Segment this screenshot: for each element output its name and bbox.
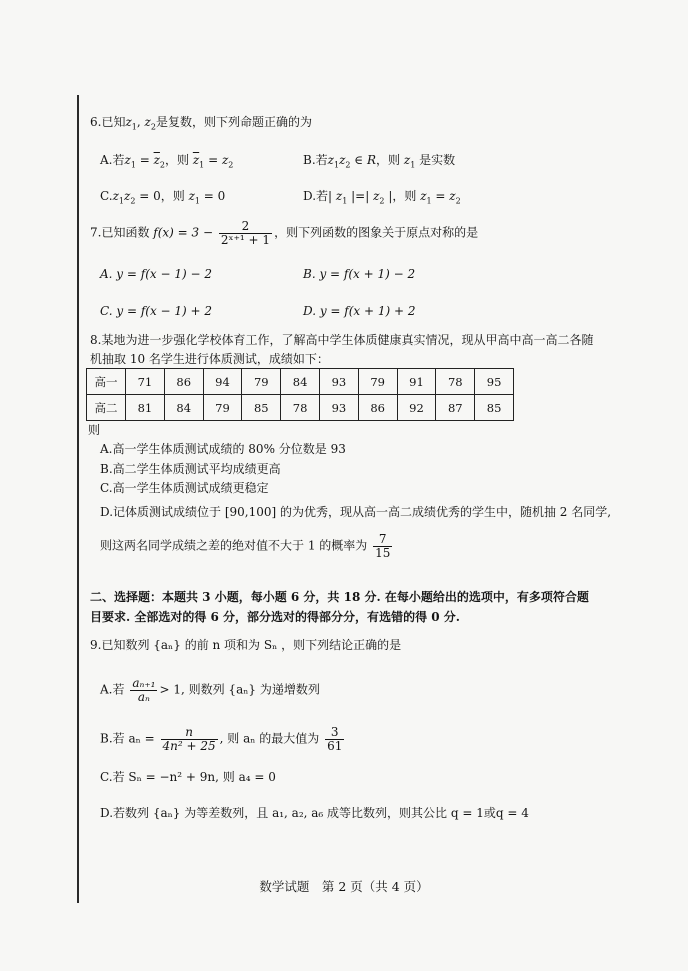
score-cell: 71 [126, 369, 165, 395]
q8-option-d-line2: 则这两名同学成绩之差的绝对值不大于 1 的概率为 $\frac{7}{15}$ [100, 532, 391, 560]
q8-option-c: C.高一学生体质测试成绩更稳定 [100, 481, 269, 495]
score-table [86, 368, 514, 421]
score-cell: 93 [319, 395, 358, 421]
q8-stem-line1: 8.某地为进一步强化学校体育工作，了解高中学生体质健康真实情况，现从甲高中高一高二各随 [90, 333, 594, 347]
score-cell: 93 [319, 369, 358, 395]
score-cell: 92 [397, 395, 436, 421]
table-row [87, 369, 514, 395]
score-cell: 79 [358, 369, 397, 395]
q7-option-c: C. y = f(x − 1) + 2 [100, 304, 213, 318]
q6-option-c: $C.z_1z_2 = 0$，则 $z_1 = 0$ [100, 189, 226, 206]
q9-option-d: D.若数列 {aₙ} 为等差数列，且 a₁, a₂, a₆ 成等比数列，则其公比 q = 1或q = 4 [100, 806, 529, 820]
q6-option-a: A.若$z_1 = \overline{z}_2$，则 $\overline{z}_1 = z_2$ [100, 153, 234, 170]
row-label: 高二 [87, 395, 126, 421]
score-cell: 79 [242, 369, 281, 395]
q8-option-a: A.高一学生体质测试成绩的 80% 分位数是 93 [100, 442, 346, 456]
table-row [87, 395, 514, 421]
score-cell: 87 [436, 395, 475, 421]
q7-option-b: B. y = f(x + 1) − 2 [303, 267, 416, 281]
section2-line1: 二、选择题：本题共 3 小题，每小题 6 分，共 18 分. 在每小题给出的选项中，有多项符合题 [90, 590, 589, 604]
score-cell: 86 [358, 395, 397, 421]
score-cell: 85 [475, 395, 514, 421]
q6-stem: 6.已知$z_1$, $z_2$是复数，则下列命题正确的为 [90, 115, 312, 132]
q8-stem-line2: 机抽取 10 名学生进行体质测试，成绩如下： [90, 352, 329, 366]
q6-option-d: D.若| $z_1$ |=| $z_2$ |，则 $z_1 = z_2$ [303, 189, 461, 206]
score-cell: 85 [242, 395, 281, 421]
q9-option-a: A.若 $\frac{\text{aₙ₊₁}}{\text{aₙ}}$ > 1, 则数列 {aₙ} 为递增数列 [100, 676, 320, 704]
q7-fraction: $\frac{2}{\text{2ˣ⁺¹ + 1}}$ [220, 219, 271, 247]
q7-option-a: A. y = f(x − 1) − 2 [100, 267, 212, 281]
score-cell: 86 [164, 369, 203, 395]
score-cell: 91 [397, 369, 436, 395]
q8-option-b: B.高二学生体质测试平均成绩更高 [100, 462, 281, 476]
page-footer: 数学试题 第 2 页（共 4 页） [259, 879, 429, 894]
q7-stem: 7.已知函数 f(x) = 3 − $\frac{2}{\text{2ˣ⁺¹ + 1}}$ ，则下列函数的图象关于原点对称的是 [90, 219, 479, 247]
score-cell: 84 [164, 395, 203, 421]
q6-option-b: B.若$z_1z_2$ ∈ R，则 $z_1$ 是实数 [303, 153, 456, 170]
score-cell: 79 [203, 395, 242, 421]
score-cell: 95 [475, 369, 514, 395]
row-label: 高一 [87, 369, 126, 395]
score-cell: 78 [281, 395, 320, 421]
section2-line2: 目要求. 全部选对的得 6 分，部分选对的得部分分，有选错的得 0 分. [90, 610, 460, 624]
q9-b-answer-fraction: $\frac{3}{61}$ [327, 725, 343, 753]
q9-stem: 9.已知数列 {aₙ} 的前 n 项和为 Sₙ ，则下列结论正确的是 [90, 638, 402, 652]
score-cell: 81 [126, 395, 165, 421]
score-cell: 84 [281, 369, 320, 395]
q7-option-d: D. y = f(x + 1) + 2 [303, 304, 416, 318]
q9-option-b: B.若 aₙ = $\frac{n}{\text{4n² + 25}}$ , 则 aₙ 的最大值为 $\frac{3}{61}$ [100, 725, 343, 753]
q9-b-fraction: $\frac{n}{\text{4n² + 25}}$ [162, 725, 216, 753]
q9-a-fraction: $\frac{\text{aₙ₊₁}}{\text{aₙ}}$ [132, 676, 156, 704]
q8-then: 则 [88, 423, 101, 437]
q9-option-c: C.若 Sₙ = −n² + 9n, 则 a₄ = 0 [100, 770, 276, 784]
q8-option-d: D.记体质测试成绩位于 [90,100] 的为优秀，现从高一高二成绩优秀的学生中，随机抽 2 名同学, [100, 505, 612, 519]
score-cell: 78 [436, 369, 475, 395]
score-cell: 94 [203, 369, 242, 395]
margin-rule [77, 95, 79, 903]
q8-probability-fraction: $\frac{7}{15}$ [375, 532, 391, 560]
